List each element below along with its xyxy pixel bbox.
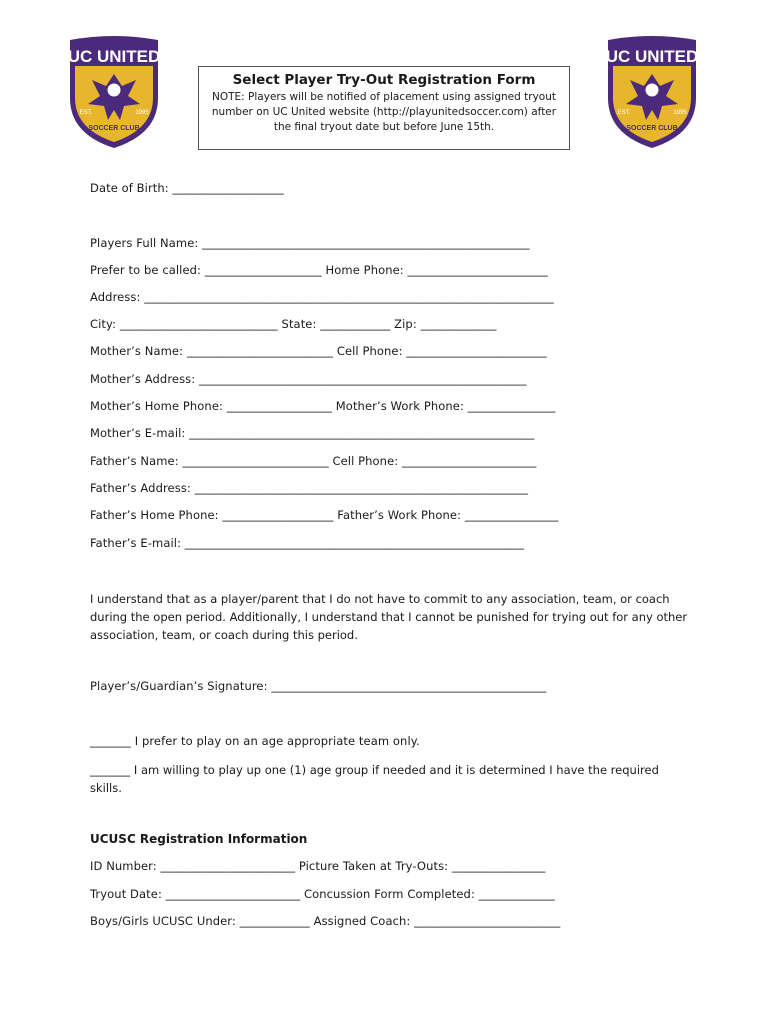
logo-year: 1995 (673, 110, 687, 116)
form-title-box (198, 66, 570, 150)
prefer-called-home-phone-field[interactable]: Prefer to be called: ____________________ Home Phone: ________________________ (90, 263, 548, 277)
under-assigned-coach-field[interactable]: Boys/Girls UCUSC Under: ____________ Assigned Coach: _________________________ (90, 914, 561, 928)
guardian-signature-field[interactable]: Player’s/Guardian’s Signature: _______________________________________________ (90, 679, 547, 693)
id-picture-field[interactable]: ID Number: _______________________ Picture Taken at Try-Outs: ________________ (90, 859, 546, 873)
mother-email-field[interactable]: Mother’s E-mail: ___________________________________________________________ (90, 426, 535, 440)
uc-united-logo-right (602, 34, 702, 152)
father-name-cell-field[interactable]: Father’s Name: _________________________ Cell Phone: _______________________ (90, 454, 537, 468)
players-full-name-field[interactable]: Players Full Name: ________________________________________________________ (90, 236, 530, 250)
logo-year: 1995 (135, 110, 149, 116)
commitment-statement: I understand that as a player/parent that I do not have to commit to any association, team, or coach during the open period. Additionally, I understand that I cannot be punished for trying out for any other association, team, or coach during this period. (90, 592, 688, 642)
registration-heading: UCUSC Registration Information (90, 832, 308, 846)
age-appropriate-preference[interactable]: _______ I prefer to play on an age appropriate team only. (90, 734, 420, 748)
logo-club: SOCCER CLUB (626, 125, 678, 132)
logo-title: UC UNITED (605, 47, 699, 66)
tryout-date-concussion-field[interactable]: Tryout Date: _______________________ Concussion Form Completed: _____________ (90, 887, 555, 901)
logo-est: EST. (617, 110, 631, 116)
play-up-preference[interactable]: _______ I am willing to play up one (1) age group if needed and it is determined I have the required skills. (90, 763, 659, 795)
date-of-birth-field[interactable]: Date of Birth: ___________________ (90, 181, 284, 195)
father-email-field[interactable]: Father’s E-mail: __________________________________________________________ (90, 536, 525, 550)
placement-note: NOTE: Players will be notified of placement using assigned tryout number on UC United website (http://playunitedsoccer.com) after the final tryout date but before June 15th. (211, 91, 557, 133)
form-title: Select Player Try-Out Registration Form (232, 72, 536, 88)
mother-name-cell-field[interactable]: Mother’s Name: _________________________ Cell Phone: ________________________ (90, 344, 547, 358)
logo-club: SOCCER CLUB (88, 125, 140, 132)
father-phones-field[interactable]: Father’s Home Phone: ___________________ Father’s Work Phone: ________________ (90, 508, 559, 522)
logo-est: EST. (79, 110, 93, 116)
mother-address-field[interactable]: Mother’s Address: ________________________________________________________ (90, 372, 527, 386)
address-field[interactable]: Address: ______________________________________________________________________ (90, 290, 554, 304)
mother-phones-field[interactable]: Mother’s Home Phone: __________________ Mother’s Work Phone: _______________ (90, 399, 556, 413)
city-state-zip-field[interactable]: City: ___________________________ State: ____________ Zip: _____________ (90, 317, 497, 331)
father-address-field[interactable]: Father’s Address: _________________________________________________________ (90, 481, 529, 495)
uc-united-logo-left (64, 34, 164, 152)
logo-title: UC UNITED (67, 47, 161, 66)
